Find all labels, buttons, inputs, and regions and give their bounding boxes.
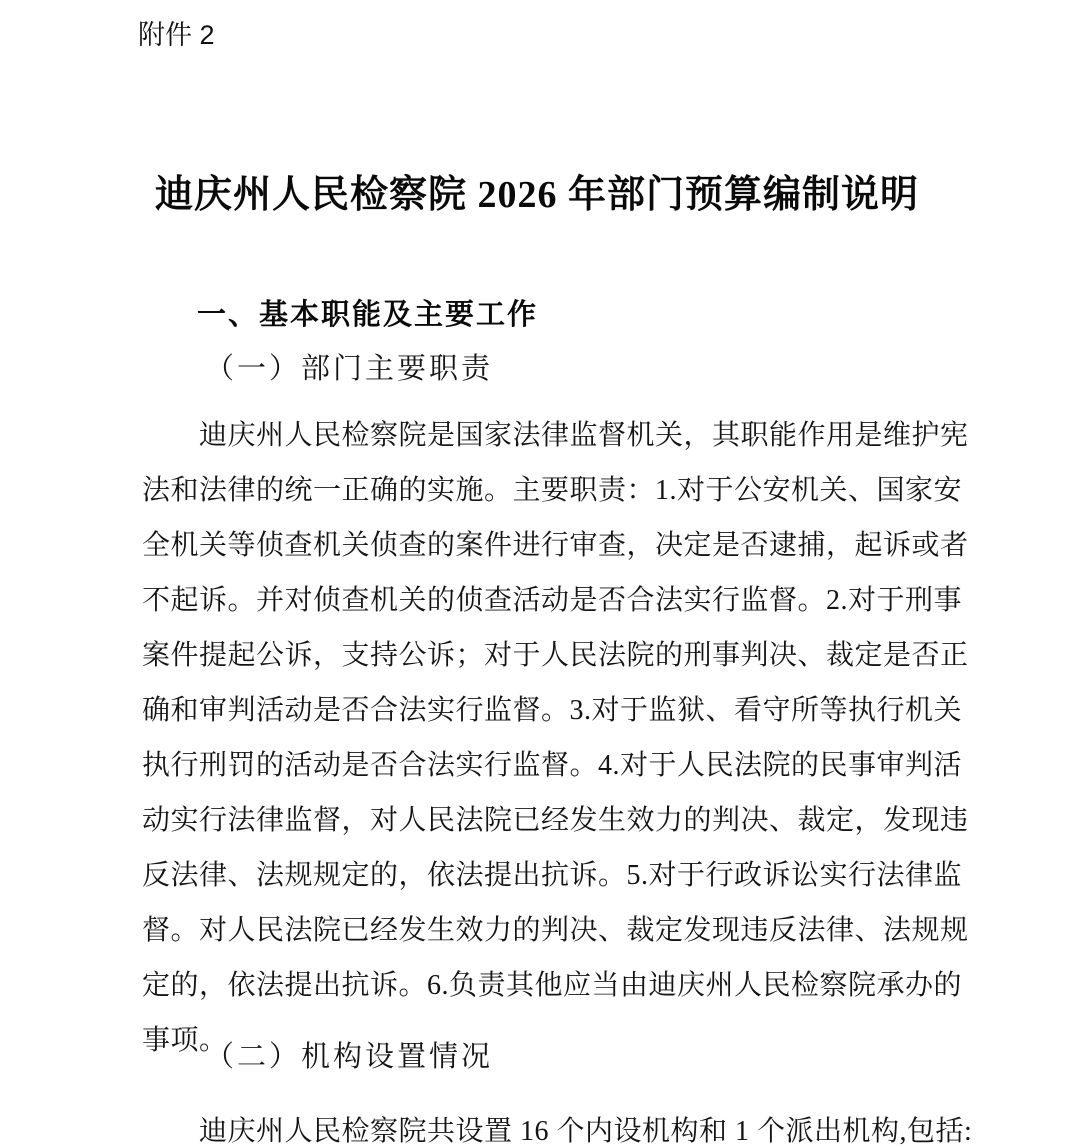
paragraph-line: 迪庆州人民检察院是国家法律监督机关，其职能作用是维护宪 [199,420,969,451]
paragraph-main-duties [142,408,969,1068]
subsection-heading-main-duties: （一）部门主要职责 [205,353,494,385]
subsection-heading-organization-setup: （二）机构设置情况 [205,1041,494,1073]
paragraph-line: 反法律、法规规定的，依法提出抗诉。5.对于行政诉讼实行法律监 [142,860,963,891]
paragraph-line: 迪庆州人民检察院共设置 16 个内设机构和 1 个派出机构,包括: [199,1116,973,1147]
paragraph-line: 督。对人民法院已经发生效力的判决、裁定发现违反法律、法规规 [142,915,969,946]
paragraph-line: 案件提起公诉，支持公诉；对于人民法院的刑事判决、裁定是否正 [142,640,969,671]
document-title: 迪庆州人民检察院 2026 年部门预算编制说明 [154,174,919,216]
paragraph-line: 全机关等侦查机关侦查的案件进行审查，决定是否逮捕，起诉或者 [142,530,969,561]
paragraph-line: 事项。 [142,1025,228,1056]
paragraph-line: 定的，依法提出抗诉。6.负责其他应当由迪庆州人民检察院承办的 [142,970,963,1001]
attachment-label: 附件 2 [138,20,215,50]
paragraph-line: 确和审判活动是否合法实行监督。3.对于监狱、看守所等执行机关 [142,695,963,726]
paragraph-line: 法和法律的统一正确的实施。主要职责：1.对于公安机关、国家安 [142,475,963,506]
section-heading-basic-functions: 一、基本职能及主要工作 [197,299,539,331]
paragraph-line: 动实行法律监督，对人民法院已经发生效力的判决、裁定，发现违 [142,805,969,836]
paragraph-line: 不起诉。并对侦查机关的侦查活动是否合法实行监督。2.对于刑事 [142,585,963,616]
paragraph-line: 执行刑罚的活动是否合法实行监督。4.对于人民法院的民事审判活 [142,750,963,781]
paragraph-organization-setup [142,1104,973,1148]
